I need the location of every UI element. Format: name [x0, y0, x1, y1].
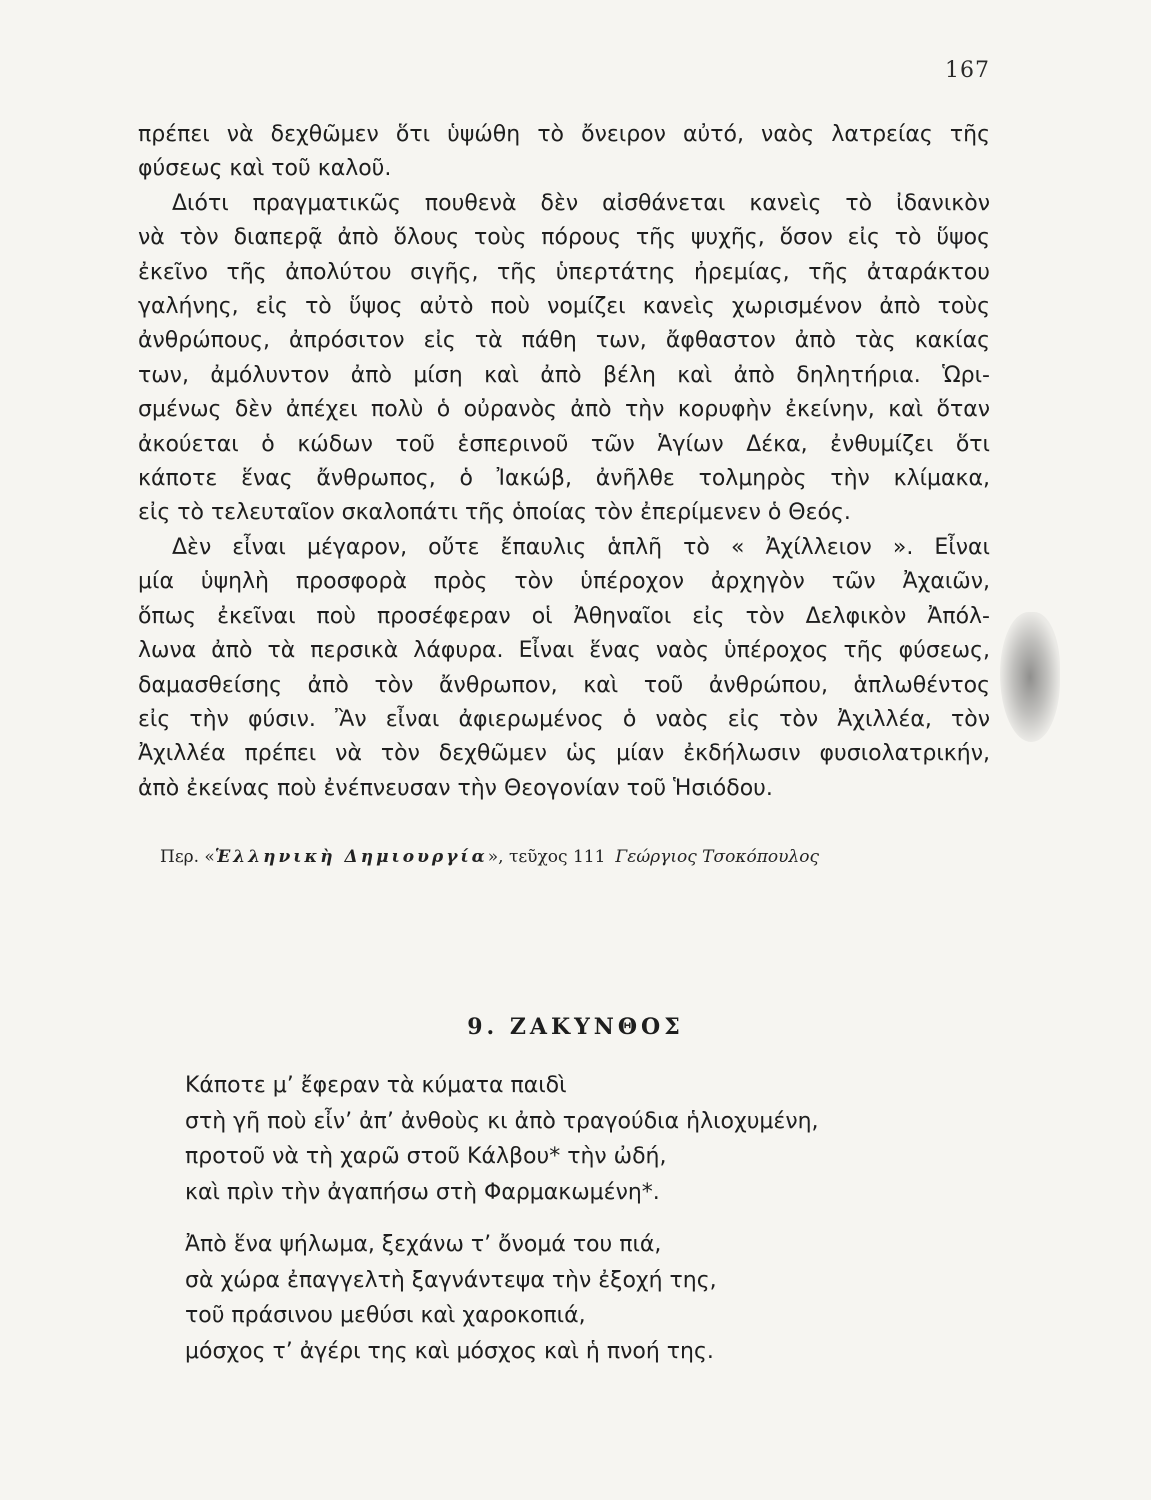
text-line: πρέπει νὰ δεχθῶμεν ὅτι ὑψώθη τὸ ὄνειρον αὐτό, ναὸς λατρείας τῆς — [138, 122, 990, 147]
poem-stanza-1 — [185, 1068, 965, 1210]
text-line: ἀπὸ ἐκείνας ποὺ ἐνέπνευσαν τὴν Θεογονίαν τοῦ Ἡσιόδου. — [138, 775, 773, 801]
poem-line: καὶ πρὶν τὴν ἀγαπήσω στὴ Φαρμακωμένη*. — [185, 1179, 660, 1205]
paragraph-3 — [138, 531, 990, 806]
text-line: ἀκούεται ὁ κώδων τοῦ ἑσπερινοῦ τῶν Ἁγίων Δέκα, ἐνθυμίζει ὅτι — [138, 431, 990, 457]
poem-line: Ἀπὸ ἕνα ψήλωμα, ξεχάνω τ’ ὄνομά του πιά, — [185, 1232, 662, 1257]
citation-prefix: Περ. « — [160, 847, 215, 867]
text-line: Διότι πραγματικῶς πουθενὰ δὲν αἰσθάνεται κανεὶς τὸ ἰδανικὸν — [172, 190, 990, 216]
text-line: γαλήνης, εἰς τὸ ὕψος αὐτὸ ποὺ νομίζει κανεὶς χωρισμένον ἀπὸ τοὺς — [138, 294, 990, 320]
text-line: ἀνθρώπους, ἀπρόσιτον εἰς τὰ πάθη των, ἄφθαστον ἀπὸ τὰς κακίας — [138, 328, 990, 354]
text-line: εἰς τὸ τελευταῖον σκαλοπάτι τῆς ὁποίας τὸν ἐπερίμενεν ὁ Θεός. — [138, 500, 851, 526]
text-line: Δὲν εἶναι μέγαρον, οὔτε ἔπαυλις ἁπλῆ τὸ « Ἀχίλλειον ». Εἶναι — [172, 534, 990, 560]
text-line: κάποτε ἕνας ἄνθρωπος, ὁ Ἰακώβ, ἀνῆλθε τολμηρὸς τὴν κλίμακα, — [138, 466, 990, 492]
poem-line: τοῦ πράσινου μεθύσι καὶ χαροκοπιά, — [185, 1303, 586, 1328]
poem-line: προτοῦ νὰ τὴ χαρῶ στοῦ Κάλβου* τὴν ὠδή, — [185, 1144, 667, 1169]
source-citation — [160, 847, 960, 867]
poem-line: μόσχος τ’ ἀγέρι της καὶ μόσχος καὶ ἡ πνοή της. — [185, 1338, 714, 1364]
paragraph-2 — [138, 187, 990, 531]
paragraph-1 — [138, 118, 990, 187]
ink-smudge — [1000, 612, 1060, 742]
poem-line: Κάποτε μ’ ἔφεραν τὰ κύματα παιδὶ — [185, 1073, 567, 1098]
text-line: Ἀχιλλέα πρέπει νὰ τὸν δεχθῶμεν ὡς μίαν ἐκδήλωσιν φυσιολατρικήν, — [138, 741, 990, 767]
section-heading: 9. ΖΑΚΥΝΘΟΣ — [467, 1014, 684, 1040]
text-line: δαμασθείσης ἀπὸ τὸν ἄνθρωπον, καὶ τοῦ ἀνθρώπου, ἁπλωθέντος — [138, 672, 990, 698]
text-line: εἰς τὴν φύσιν. Ἂν εἶναι ἀφιερωμένος ὁ ναὸς εἰς τὸν Ἀχιλλέα, τὸν — [138, 706, 990, 732]
text-line: ἐκεῖνο τῆς ἀπολύτου σιγῆς, τῆς ὑπερτάτης ἠρεμίας, τῆς ἀταράκτου — [138, 259, 990, 285]
page-number: 167 — [945, 58, 990, 83]
citation-magazine: Ἑλληνικὴ Δημιουργία — [214, 847, 488, 867]
prose-body — [138, 118, 990, 806]
text-line: φύσεως καὶ τοῦ καλοῦ. — [138, 156, 392, 182]
citation-author: Γεώργιος Τσοκόπουλος — [615, 847, 819, 867]
text-line: ὅπως ἐκεῖναι ποὺ προσέφεραν οἱ Ἀθηναῖοι εἰς τὸν Δελφικὸν Ἀπόλ- — [138, 603, 990, 629]
text-line: σμένως δὲν ἀπέχει πολὺ ὁ οὐρανὸς ἀπὸ τὴν κορυφὴν ἐκείνην, καὶ ὅταν — [138, 397, 990, 423]
text-line: μία ὑψηλὴ προσφορὰ πρὸς τὸν ὑπέροχον ἀρχηγὸν τῶν Ἀχαιῶν, — [138, 569, 990, 595]
text-line: νὰ τὸν διαπερᾷ ἀπὸ ὅλους τοὺς πόρους τῆς ψυχῆς, ὅσον εἰς τὸ ὕψος — [138, 225, 990, 251]
citation-suffix: », τεῦχος 111 — [487, 847, 606, 867]
poem-stanza-2 — [185, 1227, 965, 1369]
text-line: λωνα ἀπὸ τὰ περσικὰ λάφυρα. Εἶναι ἕνας ναὸς ὑπέροχος τῆς φύσεως, — [138, 638, 990, 664]
poem-line: στὴ γῆ ποὺ εἶν’ ἀπ’ ἀνθοὺς κι ἀπὸ τραγούδια ἡλιοχυμένη, — [185, 1108, 819, 1134]
text-line: των, ἀμόλυντον ἀπὸ μίση καὶ ἀπὸ βέλη καὶ ἀπὸ δηλητήρια. Ὡρι- — [138, 362, 990, 388]
poem — [185, 1068, 965, 1369]
poem-line: σὰ χώρα ἐπαγγελτὴ ξαγνάντεψα τὴν ἐξοχή της, — [185, 1267, 717, 1293]
